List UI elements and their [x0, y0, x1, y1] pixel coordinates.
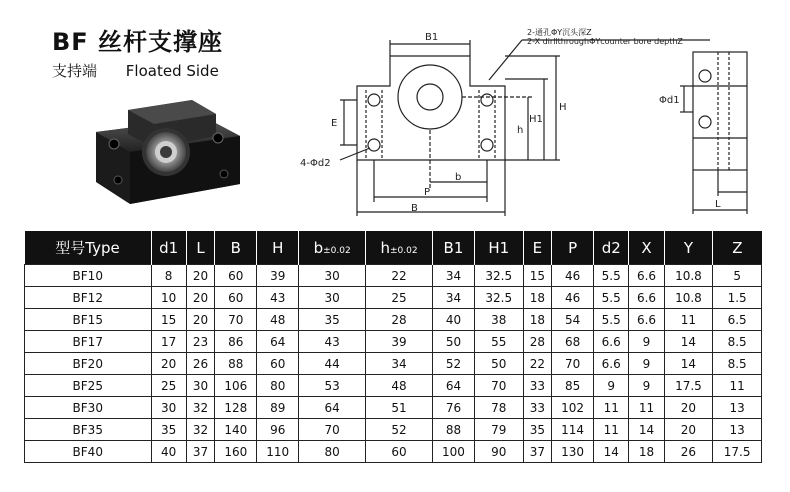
- table-cell: 8: [151, 265, 186, 287]
- table-cell: 30: [186, 375, 215, 397]
- table-cell: 64: [257, 331, 299, 353]
- cell-model: BF10: [25, 265, 152, 287]
- table-cell: 46: [552, 287, 594, 309]
- table-cell: 60: [257, 353, 299, 375]
- col-header-h: H: [257, 231, 299, 265]
- cell-model: BF30: [25, 397, 152, 419]
- table-cell: 70: [299, 419, 366, 441]
- table-cell: 114: [552, 419, 594, 441]
- table-cell: 70: [474, 375, 523, 397]
- table-cell: 30: [299, 265, 366, 287]
- table-cell: 43: [299, 331, 366, 353]
- table-cell: 10: [151, 287, 186, 309]
- table-cell: 14: [664, 353, 713, 375]
- spec-table: [24, 231, 762, 463]
- table-cell: 9: [629, 375, 664, 397]
- table-cell: 23: [186, 331, 215, 353]
- technical-drawing: [0, 0, 790, 232]
- label-h: H: [559, 102, 567, 113]
- table-cell: 53: [299, 375, 366, 397]
- table-row: [25, 309, 762, 331]
- label-d2: 4-Φd2: [300, 158, 331, 169]
- table-cell: 89: [257, 397, 299, 419]
- table-cell: 34: [432, 265, 474, 287]
- table-cell: 96: [257, 419, 299, 441]
- label-p: P: [424, 187, 431, 198]
- table-cell: 6.6: [629, 287, 664, 309]
- cell-model: BF35: [25, 419, 152, 441]
- table-cell: 54: [552, 309, 594, 331]
- table-cell: 13: [713, 397, 762, 419]
- table-cell: 80: [257, 375, 299, 397]
- cell-model: BF40: [25, 441, 152, 463]
- table-cell: 5.5: [594, 309, 629, 331]
- table-cell: 15: [151, 309, 186, 331]
- cell-model: BF17: [25, 331, 152, 353]
- page-title: BF 丝杆支撑座: [52, 28, 224, 56]
- table-cell: 50: [474, 353, 523, 375]
- note-cn: 2-通孔ΦY沉头深Z: [527, 28, 592, 37]
- table-cell: 48: [257, 309, 299, 331]
- cell-model: BF25: [25, 375, 152, 397]
- table-cell: 30: [151, 397, 186, 419]
- label-b-small: b: [455, 172, 462, 183]
- table-cell: 40: [151, 441, 186, 463]
- table-cell: 33: [523, 397, 552, 419]
- table-cell: 86: [215, 331, 257, 353]
- table-row: [25, 331, 762, 353]
- cell-model: BF12: [25, 287, 152, 309]
- col-header-b-small: b±0.02: [299, 231, 366, 265]
- table-cell: 100: [432, 441, 474, 463]
- table-cell: 17.5: [664, 375, 713, 397]
- table-cell: 20: [664, 419, 713, 441]
- table-cell: 140: [215, 419, 257, 441]
- table-cell: 128: [215, 397, 257, 419]
- table-cell: 10.8: [664, 287, 713, 309]
- table-cell: 25: [151, 375, 186, 397]
- table-cell: 15: [523, 265, 552, 287]
- label-l: L: [715, 199, 721, 210]
- table-cell: 22: [523, 353, 552, 375]
- table-cell: 18: [629, 441, 664, 463]
- table-cell: 33: [523, 375, 552, 397]
- table-row: [25, 375, 762, 397]
- col-header-e: E: [523, 231, 552, 265]
- table-cell: 60: [366, 441, 433, 463]
- table-cell: 37: [186, 441, 215, 463]
- label-d1: Φd1: [659, 95, 680, 106]
- table-row: [25, 441, 762, 463]
- table-cell: 1.5: [713, 287, 762, 309]
- table-row: [25, 265, 762, 287]
- table-cell: 28: [366, 309, 433, 331]
- table-cell: 22: [366, 265, 433, 287]
- col-header-d2: d2: [594, 231, 629, 265]
- subtitle-en: Floated Side: [125, 62, 219, 80]
- table-cell: 5.5: [594, 265, 629, 287]
- table-cell: 6.6: [594, 331, 629, 353]
- table-cell: 46: [552, 265, 594, 287]
- table-cell: 64: [432, 375, 474, 397]
- table-cell: 88: [215, 353, 257, 375]
- table-cell: 39: [366, 331, 433, 353]
- table-cell: 11: [664, 309, 713, 331]
- table-cell: 34: [366, 353, 433, 375]
- table-row: [25, 287, 762, 309]
- table-cell: 110: [257, 441, 299, 463]
- table-cell: 102: [552, 397, 594, 419]
- col-header-b: B: [215, 231, 257, 265]
- table-cell: 80: [299, 441, 366, 463]
- table-cell: 11: [713, 375, 762, 397]
- table-cell: 32.5: [474, 265, 523, 287]
- note-en: 2-X dirllthroughΦYcounter bore depthZ: [527, 37, 683, 46]
- table-cell: 35: [151, 419, 186, 441]
- table-body: [25, 265, 762, 463]
- col-header-type: 型号Type: [25, 231, 152, 265]
- table-cell: 20: [664, 397, 713, 419]
- table-cell: 55: [474, 331, 523, 353]
- table-cell: 35: [523, 419, 552, 441]
- table-cell: 6.6: [594, 353, 629, 375]
- label-b: B: [411, 203, 418, 214]
- table-cell: 35: [299, 309, 366, 331]
- table-cell: 9: [629, 353, 664, 375]
- table-cell: 32.5: [474, 287, 523, 309]
- col-header-z: Z: [713, 231, 762, 265]
- table-cell: 9: [594, 375, 629, 397]
- table-cell: 9: [629, 331, 664, 353]
- table-cell: 70: [552, 353, 594, 375]
- table-cell: 130: [552, 441, 594, 463]
- table-cell: 38: [474, 309, 523, 331]
- table-cell: 52: [432, 353, 474, 375]
- table-cell: 39: [257, 265, 299, 287]
- table-cell: 85: [552, 375, 594, 397]
- table-cell: 11: [594, 397, 629, 419]
- table-cell: 30: [299, 287, 366, 309]
- table-cell: 14: [664, 331, 713, 353]
- table-row: [25, 419, 762, 441]
- table-cell: 20: [186, 309, 215, 331]
- col-header-b1: B1: [432, 231, 474, 265]
- table-cell: 5.5: [594, 287, 629, 309]
- table-cell: 6.6: [629, 309, 664, 331]
- col-header-d1: d1: [151, 231, 186, 265]
- table-cell: 106: [215, 375, 257, 397]
- table-cell: 50: [432, 331, 474, 353]
- table-cell: 6.5: [713, 309, 762, 331]
- table-cell: 64: [299, 397, 366, 419]
- table-cell: 17: [151, 331, 186, 353]
- col-header-y: Y: [664, 231, 713, 265]
- table-cell: 26: [664, 441, 713, 463]
- table-cell: 32: [186, 397, 215, 419]
- cell-model: BF15: [25, 309, 152, 331]
- table-cell: 52: [366, 419, 433, 441]
- label-h1: H1: [529, 114, 543, 125]
- table-cell: 88: [432, 419, 474, 441]
- table-cell: 8.5: [713, 331, 762, 353]
- table-cell: 11: [594, 419, 629, 441]
- table-cell: 43: [257, 287, 299, 309]
- table-cell: 90: [474, 441, 523, 463]
- table-cell: 68: [552, 331, 594, 353]
- table-row: [25, 397, 762, 419]
- table-cell: 5: [713, 265, 762, 287]
- col-header-p: P: [552, 231, 594, 265]
- table-cell: 78: [474, 397, 523, 419]
- table-cell: 18: [523, 287, 552, 309]
- table-cell: 20: [151, 353, 186, 375]
- col-header-h-small: h±0.02: [366, 231, 433, 265]
- table-cell: 60: [215, 287, 257, 309]
- table-cell: 44: [299, 353, 366, 375]
- table-cell: 70: [215, 309, 257, 331]
- table-cell: 40: [432, 309, 474, 331]
- table-cell: 28: [523, 331, 552, 353]
- table-cell: 51: [366, 397, 433, 419]
- table-cell: 32: [186, 419, 215, 441]
- col-header-l: L: [186, 231, 215, 265]
- table-cell: 26: [186, 353, 215, 375]
- table-cell: 25: [366, 287, 433, 309]
- table-cell: 13: [713, 419, 762, 441]
- label-e: E: [331, 118, 338, 129]
- col-header-x: X: [629, 231, 664, 265]
- table-cell: 8.5: [713, 353, 762, 375]
- table-cell: 34: [432, 287, 474, 309]
- table-cell: 76: [432, 397, 474, 419]
- table-cell: 160: [215, 441, 257, 463]
- table-cell: 14: [629, 419, 664, 441]
- table-header-row: [25, 231, 762, 265]
- table-cell: 10.8: [664, 265, 713, 287]
- table-cell: 20: [186, 287, 215, 309]
- table-cell: 60: [215, 265, 257, 287]
- table-cell: 18: [523, 309, 552, 331]
- label-b1: B1: [425, 32, 439, 43]
- table-row: [25, 353, 762, 375]
- subtitle-cn: 支持端: [52, 62, 98, 80]
- table-cell: 48: [366, 375, 433, 397]
- col-header-h1: H1: [474, 231, 523, 265]
- table-cell: 17.5: [713, 441, 762, 463]
- table-cell: 6.6: [629, 265, 664, 287]
- cell-model: BF20: [25, 353, 152, 375]
- table-cell: 79: [474, 419, 523, 441]
- table-cell: 37: [523, 441, 552, 463]
- table-cell: 14: [594, 441, 629, 463]
- table-cell: 20: [186, 265, 215, 287]
- table-cell: 11: [629, 397, 664, 419]
- label-h-small: h: [517, 125, 524, 136]
